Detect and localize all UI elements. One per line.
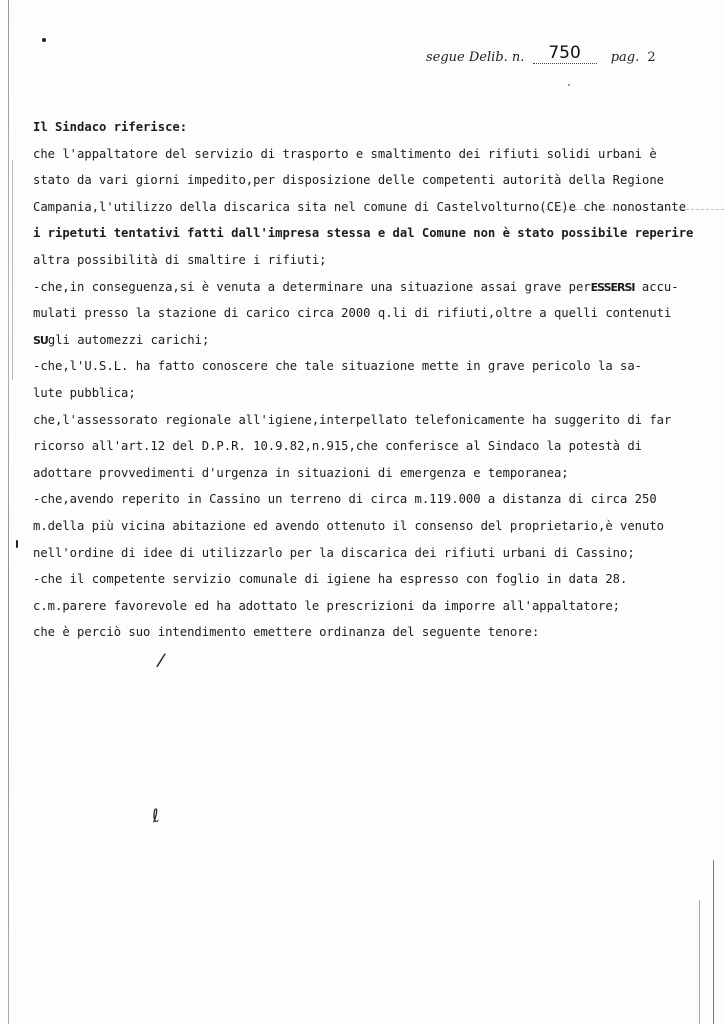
text-line	[33, 327, 693, 354]
text-line: m.della più vicina abitazione ed avendo ottenuto il consenso del proprietario,è venuto	[33, 518, 665, 533]
page-label: pag.	[610, 50, 640, 65]
page-header	[426, 43, 656, 67]
text-line: che è perciò suo intendimento emettere ordinanza del seguente tenore:	[33, 625, 540, 640]
deliberation-number: 750	[533, 43, 597, 64]
text-line: c.m.parere favorevole ed ha adottato le prescrizioni da imporre all'appaltatore;	[33, 598, 620, 613]
text-line: i ripetuti tentativi fatti dall'impresa stessa e dal Comune non è stato possibile reperire	[33, 226, 694, 241]
text-line: -che,avendo reperito in Cassino un terreno di circa m.119.000 a distanza di circa 250	[33, 492, 657, 507]
text-line: altra possibilità di smaltire i rifiuti;	[33, 252, 327, 267]
section-heading: Il Sindaco riferisce:	[33, 120, 188, 134]
text-line: nell'ordine di idee di utilizzarlo per la discarica dei rifiuti urbani di Cassino;	[33, 545, 635, 560]
handwritten-insert: SU	[33, 333, 48, 347]
text-line: adottare provvedimenti d'urgenza in situazioni di emergenza e temporanea;	[33, 465, 569, 480]
text-line: stato da vari giorni impedito,per disposizione delle competenti autorità della Regione	[33, 173, 665, 188]
text-line: che,l'assessorato regionale all'igiene,interpellato telefonicamente ha suggerito di far	[33, 412, 672, 427]
document-body	[33, 114, 693, 646]
pen-mark: ℓ	[150, 805, 162, 828]
text-line: Campania,l'utilizzo della discarica sita nel comune di Castelvolturno(CE)e che nonostante	[33, 199, 687, 214]
text-line: mulati presso la stazione di carico circa 2000 q.li di rifiuti,oltre a quelli contenuti	[33, 306, 672, 321]
scan-speck	[568, 84, 570, 86]
text-line: -che il competente servizio comunale di igiene ha espresso con foglio in data 28.	[33, 572, 628, 587]
page-number: 2	[647, 50, 656, 65]
scan-edge-left-secondary	[12, 160, 13, 380]
handwritten-insert: ESSERSI	[590, 280, 635, 294]
text-line: -che,l'U.S.L. ha fatto conoscere che tale situazione mette in grave pericolo la sa-	[33, 359, 643, 374]
text-line-part: -che,in conseguenza,si è venuta a determinare una situazione assai grave per	[33, 279, 591, 294]
scan-edge-right	[713, 860, 714, 1024]
text-line: ricorso all'art.12 del D.P.R. 10.9.82,n.915,che conferisce al Sindaco la potestà di	[33, 439, 643, 454]
scan-speck	[16, 540, 18, 548]
scan-edge-left	[8, 0, 9, 1024]
scan-speck	[42, 38, 46, 42]
text-line	[33, 274, 693, 301]
header-label: segue Delib. n.	[426, 50, 525, 65]
text-line: lute pubblica;	[33, 385, 136, 400]
text-line: che l'appaltatore del servizio di trasporto e smaltimento dei rifiuti solidi urbani è	[33, 146, 657, 161]
text-line-part: accu-	[634, 279, 679, 294]
pen-mark: /	[155, 649, 167, 672]
text-line-part: gli automezzi carichi;	[47, 332, 210, 347]
scan-edge-right-secondary	[699, 900, 700, 1024]
